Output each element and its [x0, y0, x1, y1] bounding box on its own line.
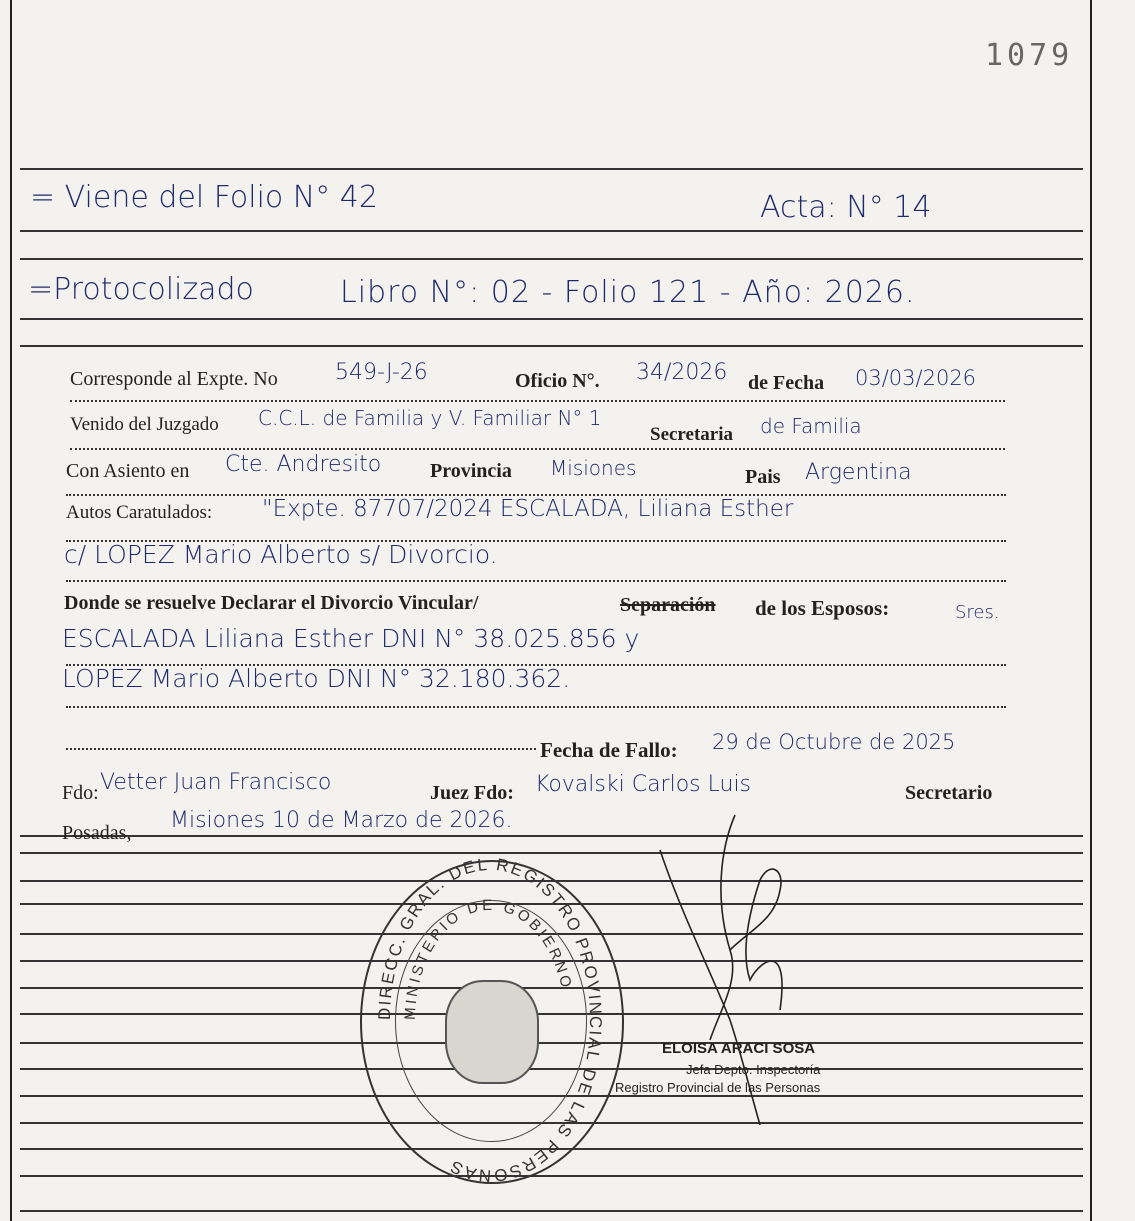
viene-del-folio: = Viene del Folio N° 42 [30, 180, 378, 215]
juez-label: Juez Fdo: [430, 782, 514, 804]
provincia-label: Provincia [430, 460, 512, 482]
fdo-label: Fdo: [62, 782, 99, 804]
signer-title: Jefa Depto. Inspectoría [686, 1062, 821, 1077]
oficio-value: 34/2026 [636, 360, 728, 385]
secretario-value: Kovalski Carlos Luis [535, 772, 752, 797]
oficio-label: Oficio N°. [515, 370, 600, 392]
fecha-label: de Fecha [748, 372, 825, 394]
secretaria-value: de Familia [760, 414, 862, 438]
secretaria-label: Secretaria [650, 424, 733, 445]
provincia-value: Misiones [550, 456, 637, 480]
libro-folio-ano: Libro N°: 02 - Folio 121 - Año: 2026. [340, 275, 916, 310]
esposos-label: de los Esposos: [755, 596, 890, 620]
asiento-value: Cte. Andresito [225, 452, 382, 477]
asiento-label: Con Asiento en [66, 460, 190, 482]
expte-value: 549-J-26 [335, 360, 428, 385]
pais-value: Argentina [805, 460, 912, 485]
autos-label: Autos Caratulados: [66, 502, 213, 523]
separacion-label: Separación [620, 594, 716, 616]
esposo-2: LOPEZ Mario Alberto DNI N° 32.180.362. [62, 664, 571, 693]
fecha-value: 03/03/2026 [855, 366, 977, 390]
autos-value-2: c/ LOPEZ Mario Alberto s/ Divorcio. [64, 540, 498, 569]
svg-text:MINISTERIO DE GOBIERNO [402, 897, 575, 1020]
esposo-1: ESCALADA Liliana Esther DNI N° 38.025.856 y [62, 624, 640, 653]
left-border-line [10, 0, 12, 1221]
folio-number: 1079 [985, 38, 1074, 73]
posadas-value: Misiones 10 de Marzo de 2026. [170, 808, 513, 833]
stamp-outer-text: DIRECC. GRAL. DEL REGISTRO PROVINCIAL DE LAS PERSONAS [374, 855, 606, 1185]
autos-value-1: "Expte. 87707/2024 ESCALADA, Liliana Esther [262, 496, 794, 522]
esposos-prefix: Sres. [955, 602, 1000, 623]
right-border-line [1090, 0, 1092, 1221]
fecha-fallo-value: 29 de Octubre de 2025 [712, 730, 956, 754]
secretario-label: Secretario [905, 782, 993, 804]
signer-name: ELOISA ARACI SOSA [662, 1040, 816, 1057]
posadas-label: Posadas, [62, 822, 132, 844]
donde-label: Donde se resuelve Declarar el Divorcio Vincular/ [64, 592, 479, 614]
signer-office: Registro Provincial de las Personas [615, 1080, 821, 1095]
corresponde-label: Corresponde al Expte. No [70, 368, 278, 390]
juez-value: Vetter Juan Francisco [100, 770, 332, 795]
pais-label: Pais [745, 466, 781, 488]
fecha-fallo-label: Fecha de Fallo: [540, 738, 678, 762]
stamp-inner-text: MINISTERIO DE GOBIERNO [401, 896, 576, 1021]
protocolizado-label: =Protocolizado [28, 272, 254, 307]
acta-number: Acta: N° 14 [760, 190, 932, 225]
juzgado-value: C.C.L. de Familia y V. Familiar N° 1 [258, 406, 602, 430]
venido-label: Venido del Juzgado [70, 414, 219, 435]
stamp-text-ring [355, 855, 625, 1185]
